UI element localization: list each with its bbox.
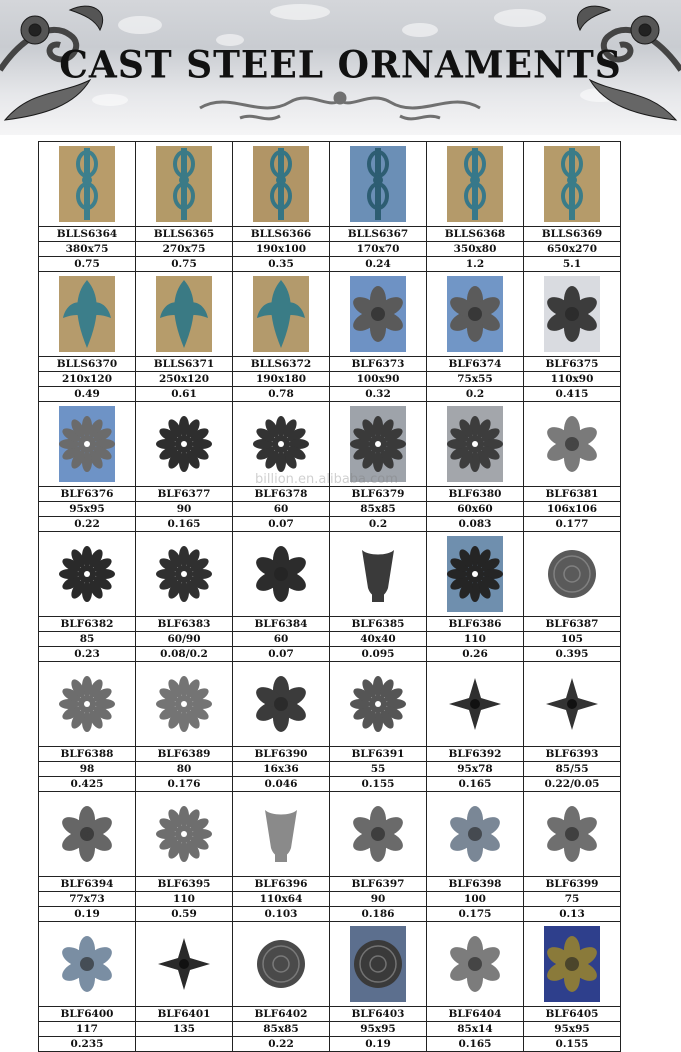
ornament-image <box>251 144 311 224</box>
product-code: BLF6400 <box>39 1007 136 1022</box>
product-weight: 0.19 <box>330 1037 427 1052</box>
product-size: 75x55 <box>427 372 524 387</box>
product-size: 95x95 <box>524 1022 621 1037</box>
product-weight: 0.176 <box>136 777 233 792</box>
product-image-cell <box>524 532 621 617</box>
product-image-cell <box>136 532 233 617</box>
page-title: CAST STEEL ORNAMENTS <box>59 42 622 88</box>
product-image-cell <box>39 922 136 1007</box>
product-image-cell <box>39 532 136 617</box>
ornament-image <box>542 924 602 1004</box>
product-size: 80 <box>136 762 233 777</box>
ornament-image <box>154 534 214 614</box>
product-code: BLF6393 <box>524 747 621 762</box>
header-banner <box>0 0 681 135</box>
product-weight: 0.165 <box>427 777 524 792</box>
product-code: BLLS6364 <box>39 227 136 242</box>
product-weight: 0.165 <box>427 1037 524 1052</box>
product-code: BLF6399 <box>524 877 621 892</box>
product-image-row <box>39 922 621 1007</box>
ornament-image <box>348 924 408 1004</box>
product-image-cell <box>136 142 233 227</box>
product-code-row <box>39 487 621 502</box>
product-code: BLF6378 <box>233 487 330 502</box>
product-weight: 0.07 <box>233 517 330 532</box>
product-image-row <box>39 532 621 617</box>
product-code: BLF6394 <box>39 877 136 892</box>
product-image-cell <box>427 142 524 227</box>
product-size: 350x80 <box>427 242 524 257</box>
ornament-image <box>348 794 408 874</box>
title-swirl <box>200 93 480 119</box>
product-image-cell <box>39 662 136 747</box>
product-weight: 0.24 <box>330 257 427 272</box>
ornament-image <box>348 664 408 744</box>
product-image-cell <box>233 272 330 357</box>
ornament-image <box>348 404 408 484</box>
ornament-image <box>251 924 311 1004</box>
product-weight-row <box>39 647 621 662</box>
product-image-row <box>39 792 621 877</box>
product-weight-row <box>39 387 621 402</box>
product-image-cell <box>330 792 427 877</box>
product-code: BLF6375 <box>524 357 621 372</box>
product-code: BLF6384 <box>233 617 330 632</box>
product-weight: 0.22 <box>39 517 136 532</box>
product-code: BLLS6372 <box>233 357 330 372</box>
product-weight: 0.177 <box>524 517 621 532</box>
product-size: 60/90 <box>136 632 233 647</box>
product-weight: 0.103 <box>233 907 330 922</box>
product-image-row <box>39 402 621 487</box>
product-size: 90 <box>330 892 427 907</box>
product-size-row <box>39 1022 621 1037</box>
product-size: 250x120 <box>136 372 233 387</box>
product-weight: 0.75 <box>136 257 233 272</box>
product-weight: 0.61 <box>136 387 233 402</box>
product-image-cell <box>330 532 427 617</box>
product-image-cell <box>427 272 524 357</box>
ornament-image <box>57 404 117 484</box>
product-code-row <box>39 747 621 762</box>
ornament-image <box>542 144 602 224</box>
product-code: BLF6390 <box>233 747 330 762</box>
product-size: 90 <box>136 502 233 517</box>
product-image-cell <box>39 142 136 227</box>
product-size: 95x95 <box>39 502 136 517</box>
product-size: 380x75 <box>39 242 136 257</box>
product-image-cell <box>136 792 233 877</box>
product-weight: 0.19 <box>39 907 136 922</box>
product-image-cell <box>427 792 524 877</box>
product-code: BLF6396 <box>233 877 330 892</box>
product-code: BLF6379 <box>330 487 427 502</box>
product-code-row <box>39 357 621 372</box>
product-weight-row <box>39 517 621 532</box>
product-image-cell <box>233 662 330 747</box>
product-weight-row <box>39 777 621 792</box>
product-size: 16x36 <box>233 762 330 777</box>
product-code: BLF6380 <box>427 487 524 502</box>
ornament-image <box>57 664 117 744</box>
ornament-image <box>445 404 505 484</box>
product-size: 270x75 <box>136 242 233 257</box>
product-code: BLF6401 <box>136 1007 233 1022</box>
ornament-image <box>251 664 311 744</box>
product-code: BLF6395 <box>136 877 233 892</box>
product-code: BLF6397 <box>330 877 427 892</box>
product-image-cell <box>39 792 136 877</box>
product-weight: 0.165 <box>136 517 233 532</box>
product-size: 85x85 <box>330 502 427 517</box>
product-image-cell <box>136 402 233 487</box>
ornament-image <box>251 534 311 614</box>
product-size: 100 <box>427 892 524 907</box>
product-code: BLLS6371 <box>136 357 233 372</box>
product-weight <box>136 1037 233 1052</box>
ornament-image <box>154 404 214 484</box>
product-weight: 0.26 <box>427 647 524 662</box>
product-code: BLF6387 <box>524 617 621 632</box>
product-size: 110x90 <box>524 372 621 387</box>
product-image-row <box>39 142 621 227</box>
product-image-cell <box>524 662 621 747</box>
product-code: BLF6402 <box>233 1007 330 1022</box>
product-weight: 0.095 <box>330 647 427 662</box>
product-code: BLF6381 <box>524 487 621 502</box>
product-image-cell <box>330 142 427 227</box>
product-code: BLLS6367 <box>330 227 427 242</box>
product-weight: 0.235 <box>39 1037 136 1052</box>
product-code: BLF6386 <box>427 617 524 632</box>
ornament-image <box>154 924 214 1004</box>
product-weight: 0.78 <box>233 387 330 402</box>
product-weight: 5.1 <box>524 257 621 272</box>
product-code-row <box>39 227 621 242</box>
ornament-image <box>154 794 214 874</box>
ornament-image <box>154 274 214 354</box>
product-code: BLF6374 <box>427 357 524 372</box>
watermark: billion.en.alibaba.com <box>255 472 398 487</box>
product-size: 650x270 <box>524 242 621 257</box>
product-code: BLF6385 <box>330 617 427 632</box>
product-image-cell <box>524 272 621 357</box>
product-image-cell <box>524 402 621 487</box>
product-weight: 0.046 <box>233 777 330 792</box>
product-code: BLF6382 <box>39 617 136 632</box>
product-size: 210x120 <box>39 372 136 387</box>
product-image-cell <box>427 662 524 747</box>
product-code: BLF6398 <box>427 877 524 892</box>
product-size: 95x95 <box>330 1022 427 1037</box>
product-size: 100x90 <box>330 372 427 387</box>
product-size-row <box>39 762 621 777</box>
product-size: 85x14 <box>427 1022 524 1037</box>
product-size: 60 <box>233 502 330 517</box>
product-size: 95x78 <box>427 762 524 777</box>
product-image-cell <box>330 402 427 487</box>
product-size: 77x73 <box>39 892 136 907</box>
ornament-image <box>348 144 408 224</box>
product-image-cell <box>427 402 524 487</box>
ornament-image <box>154 664 214 744</box>
product-size: 190x180 <box>233 372 330 387</box>
product-image-cell <box>136 662 233 747</box>
product-image-row <box>39 662 621 747</box>
product-code-row <box>39 877 621 892</box>
product-image-cell <box>233 402 330 487</box>
ornament-image <box>445 274 505 354</box>
product-weight: 0.155 <box>524 1037 621 1052</box>
product-size: 135 <box>136 1022 233 1037</box>
product-code: BLF6383 <box>136 617 233 632</box>
product-weight: 0.08/0.2 <box>136 647 233 662</box>
product-size: 190x100 <box>233 242 330 257</box>
product-weight: 0.186 <box>330 907 427 922</box>
product-image-cell <box>39 402 136 487</box>
product-weight: 0.32 <box>330 387 427 402</box>
ornament-image <box>251 794 311 874</box>
product-image-row <box>39 272 621 357</box>
product-weight-row <box>39 1037 621 1052</box>
product-image-cell <box>524 792 621 877</box>
product-weight: 0.425 <box>39 777 136 792</box>
product-size: 60 <box>233 632 330 647</box>
product-weight: 0.35 <box>233 257 330 272</box>
ornament-image <box>542 274 602 354</box>
product-code: BLLS6368 <box>427 227 524 242</box>
product-size-row <box>39 892 621 907</box>
product-size: 106x106 <box>524 502 621 517</box>
product-weight: 0.22 <box>233 1037 330 1052</box>
product-weight: 0.07 <box>233 647 330 662</box>
product-code: BLF6391 <box>330 747 427 762</box>
ornament-image <box>445 664 505 744</box>
ornament-image <box>542 664 602 744</box>
product-image-cell <box>524 922 621 1007</box>
product-size-row <box>39 632 621 647</box>
product-weight: 0.13 <box>524 907 621 922</box>
ornament-image <box>348 274 408 354</box>
product-size: 75 <box>524 892 621 907</box>
product-size: 40x40 <box>330 632 427 647</box>
ornament-image <box>57 924 117 1004</box>
ornament-image <box>445 924 505 1004</box>
product-weight: 0.2 <box>427 387 524 402</box>
product-size: 98 <box>39 762 136 777</box>
product-weight: 0.49 <box>39 387 136 402</box>
product-weight: 0.23 <box>39 647 136 662</box>
product-image-cell <box>233 922 330 1007</box>
product-weight: 0.175 <box>427 907 524 922</box>
product-size: 117 <box>39 1022 136 1037</box>
product-code: BLF6404 <box>427 1007 524 1022</box>
product-size: 60x60 <box>427 502 524 517</box>
product-size-row <box>39 502 621 517</box>
product-code: BLF6403 <box>330 1007 427 1022</box>
ornament-image <box>348 534 408 614</box>
ornament-image <box>57 534 117 614</box>
ornament-image <box>445 534 505 614</box>
product-size-row <box>39 372 621 387</box>
product-weight-row <box>39 907 621 922</box>
product-size: 85 <box>39 632 136 647</box>
product-code-row <box>39 1007 621 1022</box>
product-image-cell <box>136 272 233 357</box>
product-code: BLF6376 <box>39 487 136 502</box>
product-size: 110x64 <box>233 892 330 907</box>
product-code: BLLS6365 <box>136 227 233 242</box>
product-image-cell <box>233 142 330 227</box>
ornament-catalog-table <box>38 141 621 1052</box>
product-weight: 0.22/0.05 <box>524 777 621 792</box>
product-code-row <box>39 617 621 632</box>
product-weight: 1.2 <box>427 257 524 272</box>
ornament-image <box>251 274 311 354</box>
product-image-cell <box>427 532 524 617</box>
product-code: BLLS6366 <box>233 227 330 242</box>
product-weight: 0.2 <box>330 517 427 532</box>
ornament-image <box>251 404 311 484</box>
product-image-cell <box>330 662 427 747</box>
ornament-image <box>542 534 602 614</box>
product-size: 105 <box>524 632 621 647</box>
product-code: BLF6377 <box>136 487 233 502</box>
product-weight: 0.415 <box>524 387 621 402</box>
ornament-image <box>57 274 117 354</box>
product-size: 55 <box>330 762 427 777</box>
product-weight-row <box>39 257 621 272</box>
product-code: BLF6388 <box>39 747 136 762</box>
ornament-image <box>154 144 214 224</box>
product-size: 110 <box>427 632 524 647</box>
product-code: BLF6389 <box>136 747 233 762</box>
product-size: 85x85 <box>233 1022 330 1037</box>
product-weight: 0.155 <box>330 777 427 792</box>
product-image-cell <box>330 922 427 1007</box>
product-image-cell <box>233 532 330 617</box>
product-image-cell <box>136 922 233 1007</box>
product-weight: 0.75 <box>39 257 136 272</box>
ornament-image <box>542 794 602 874</box>
product-image-cell <box>39 272 136 357</box>
product-code: BLLS6369 <box>524 227 621 242</box>
ornament-image <box>57 144 117 224</box>
product-image-cell <box>427 922 524 1007</box>
product-size: 170x70 <box>330 242 427 257</box>
ornament-image <box>445 794 505 874</box>
product-weight: 0.59 <box>136 907 233 922</box>
product-size-row <box>39 242 621 257</box>
product-weight: 0.083 <box>427 517 524 532</box>
ornament-image <box>445 144 505 224</box>
product-code: BLF6373 <box>330 357 427 372</box>
ornament-image <box>57 794 117 874</box>
product-image-cell <box>330 272 427 357</box>
product-image-cell <box>524 142 621 227</box>
product-weight: 0.395 <box>524 647 621 662</box>
product-code: BLF6405 <box>524 1007 621 1022</box>
product-code: BLLS6370 <box>39 357 136 372</box>
product-code: BLF6392 <box>427 747 524 762</box>
product-image-cell <box>233 792 330 877</box>
product-size: 110 <box>136 892 233 907</box>
ornament-image <box>542 404 602 484</box>
product-size: 85/55 <box>524 762 621 777</box>
